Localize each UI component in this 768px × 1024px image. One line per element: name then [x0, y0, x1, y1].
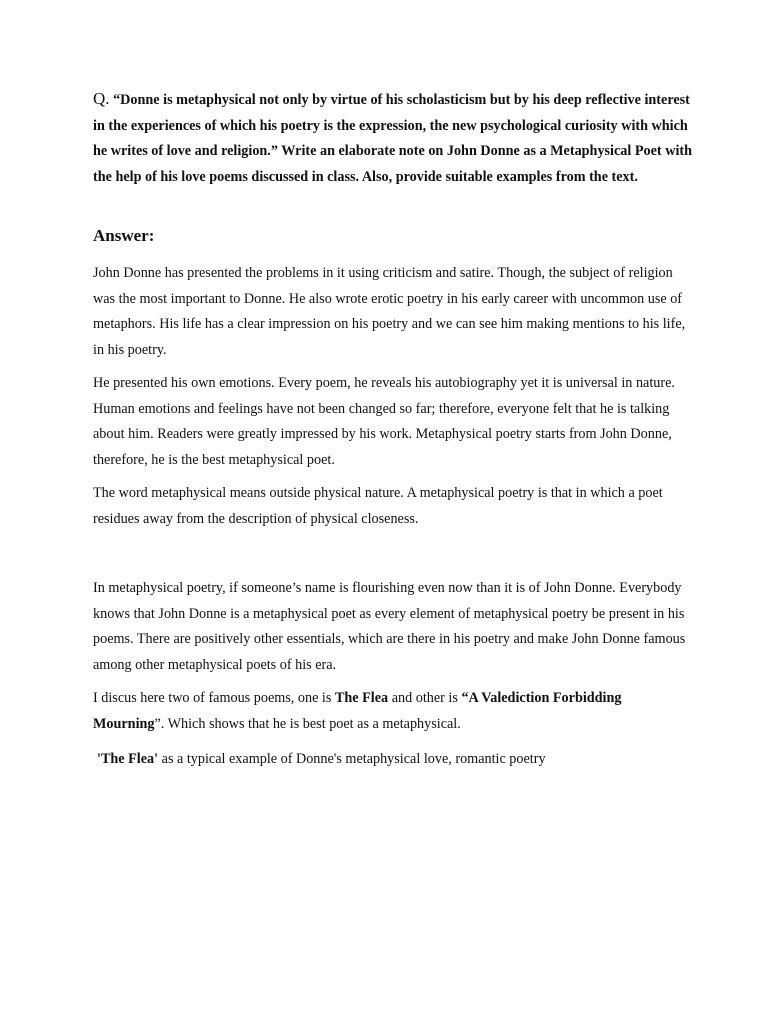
- closing-poem-title: 'The Flea': [97, 751, 159, 767]
- question-prefix: Q.: [93, 89, 110, 108]
- poems-paragraph: [93, 686, 693, 737]
- answer-heading: Answer:: [93, 226, 155, 245]
- poem-title-valediction: “A Valediction Forbidding Mourning: [93, 690, 622, 732]
- paragraph-4: In metaphysical poetry, if someone’s name is flourishing even now than it is of John Donne. Everybody knows that John Donne is a metaphysical poet as every element of metaphysical poetry be present in his poems. There are positively other essentials, which are there in his poetry and make John Donne famous among other metaphysical poets of his era.: [93, 580, 686, 673]
- poems-text-1: I discus here two of famous poems, one is: [93, 690, 335, 706]
- poem-title-the-flea: The Flea: [334, 690, 389, 706]
- paragraph-2: He presented his own emotions. Every poem, he reveals his autobiography yet it is universal in nature. Human emotions and feelings have not been changed so far; therefore, everyone felt that he is talking about him. Readers were greatly impressed by his work. Metaphysical poetry starts from John Donne, therefore, he is the best metaphysical poet.: [93, 375, 675, 468]
- poems-text-3: ”. Which shows that he is best poet as a metaphysical.: [154, 715, 461, 732]
- poems-text-2: and other is: [388, 690, 462, 706]
- question-block: [93, 86, 693, 190]
- question-text: “Donne is metaphysical not only by virtue of his scholasticism but by his deep reflective interest in the experiences of which his poetry is the expression, the new psychological curiosity with which he writes of love and religion.” Write an elaborate note on John Donne as a Metaphysical Poet with the help of his love poems discussed in class. Also, provide suitable examples from the text.: [93, 92, 693, 185]
- paragraph-1: John Donne has presented the problems in it using criticism and satire. Though, the subject of religion was the most important to Donne. He also wrote erotic poetry in his early career with uncommon use of metaphors. His life has a clear impression on his poetry and we can see him making mentions to his life, in his poetry.: [93, 265, 686, 358]
- closing-text: as a typical example of Donne's metaphysical love, romantic poetry: [158, 751, 546, 767]
- paragraph-3: The word metaphysical means outside physical nature. A metaphysical poetry is that in which a poet residues away from the description of physical closeness.: [93, 485, 663, 527]
- closing-line: [97, 747, 697, 773]
